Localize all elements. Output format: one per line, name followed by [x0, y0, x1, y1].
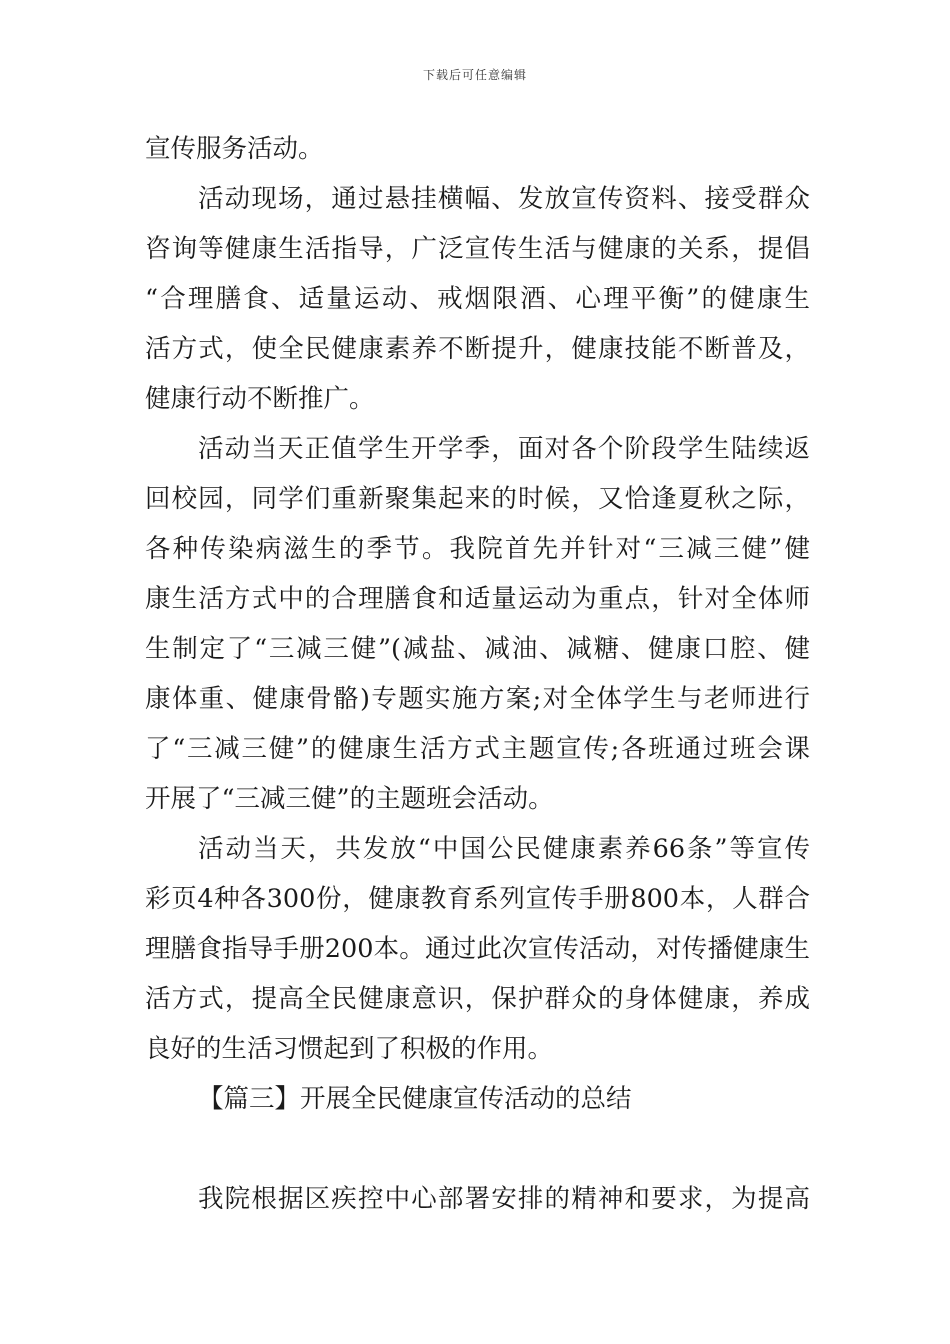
- text-line: 宣传服务活动。: [145, 134, 324, 164]
- text-line: 康体重、健康骨骼)专题实施方案;对全体学生与老师进行: [145, 684, 810, 714]
- paragraph-continuation: [145, 124, 810, 174]
- blank-line: [145, 1124, 810, 1174]
- text-line: “合理膳食、适量运动、戒烟限酒、心理平衡”的健康生: [145, 284, 810, 314]
- text-line: 活动现场，通过悬挂横幅、发放宣传资料、接受群众: [198, 184, 810, 214]
- paragraph-school-season: [145, 424, 810, 824]
- text-line: 回校园，同学们重新聚集起来的时候，又恰逢夏秋之际，: [145, 484, 810, 514]
- text-line: 生制定了“三减三健”(减盐、减油、减糖、健康口腔、健: [145, 634, 810, 664]
- text-line: 康生活方式中的合理膳食和适量运动为重点，针对全体师: [145, 584, 810, 614]
- text-line: 各种传染病滋生的季节。我院首先并针对“三减三健”健: [145, 534, 810, 564]
- text-line: 活方式，提高全民健康意识，保护群众的身体健康，养成: [145, 984, 810, 1014]
- paragraph-section-three: [145, 1174, 810, 1224]
- paragraph-materials: [145, 824, 810, 1074]
- section-heading: 【篇三】开展全民健康宣传活动的总结: [198, 1084, 632, 1114]
- text-line: 理膳食指导手册200本。通过此次宣传活动，对传播健康生: [145, 934, 810, 964]
- text-line: 开展了“三减三健”的主题班会活动。: [145, 784, 554, 814]
- text-line: 活动当天，共发放“中国公民健康素养66条”等宣传: [198, 834, 810, 864]
- text-line: 我院根据区疾控中心部署安排的精神和要求，为提高: [198, 1184, 810, 1214]
- paragraph-activity-site: [145, 174, 810, 424]
- page-header: 下载后可任意编辑: [422, 68, 527, 82]
- text-line: 健康行动不断推广。: [145, 384, 375, 414]
- text-line: 咨询等健康生活指导，广泛宣传生活与健康的关系，提倡: [145, 234, 810, 264]
- text-line: 活动当天正值学生开学季，面对各个阶段学生陆续返: [198, 434, 810, 464]
- document-body: [145, 124, 810, 1224]
- text-line: 彩页4种各300份，健康教育系列宣传手册800本，人群合: [145, 884, 810, 914]
- text-line: 了“三减三健”的健康生活方式主题宣传;各班通过班会课: [145, 734, 810, 764]
- text-line: 良好的生活习惯起到了积极的作用。: [145, 1034, 554, 1064]
- text-line: 活方式，使全民健康素养不断提升，健康技能不断普及，: [145, 334, 810, 364]
